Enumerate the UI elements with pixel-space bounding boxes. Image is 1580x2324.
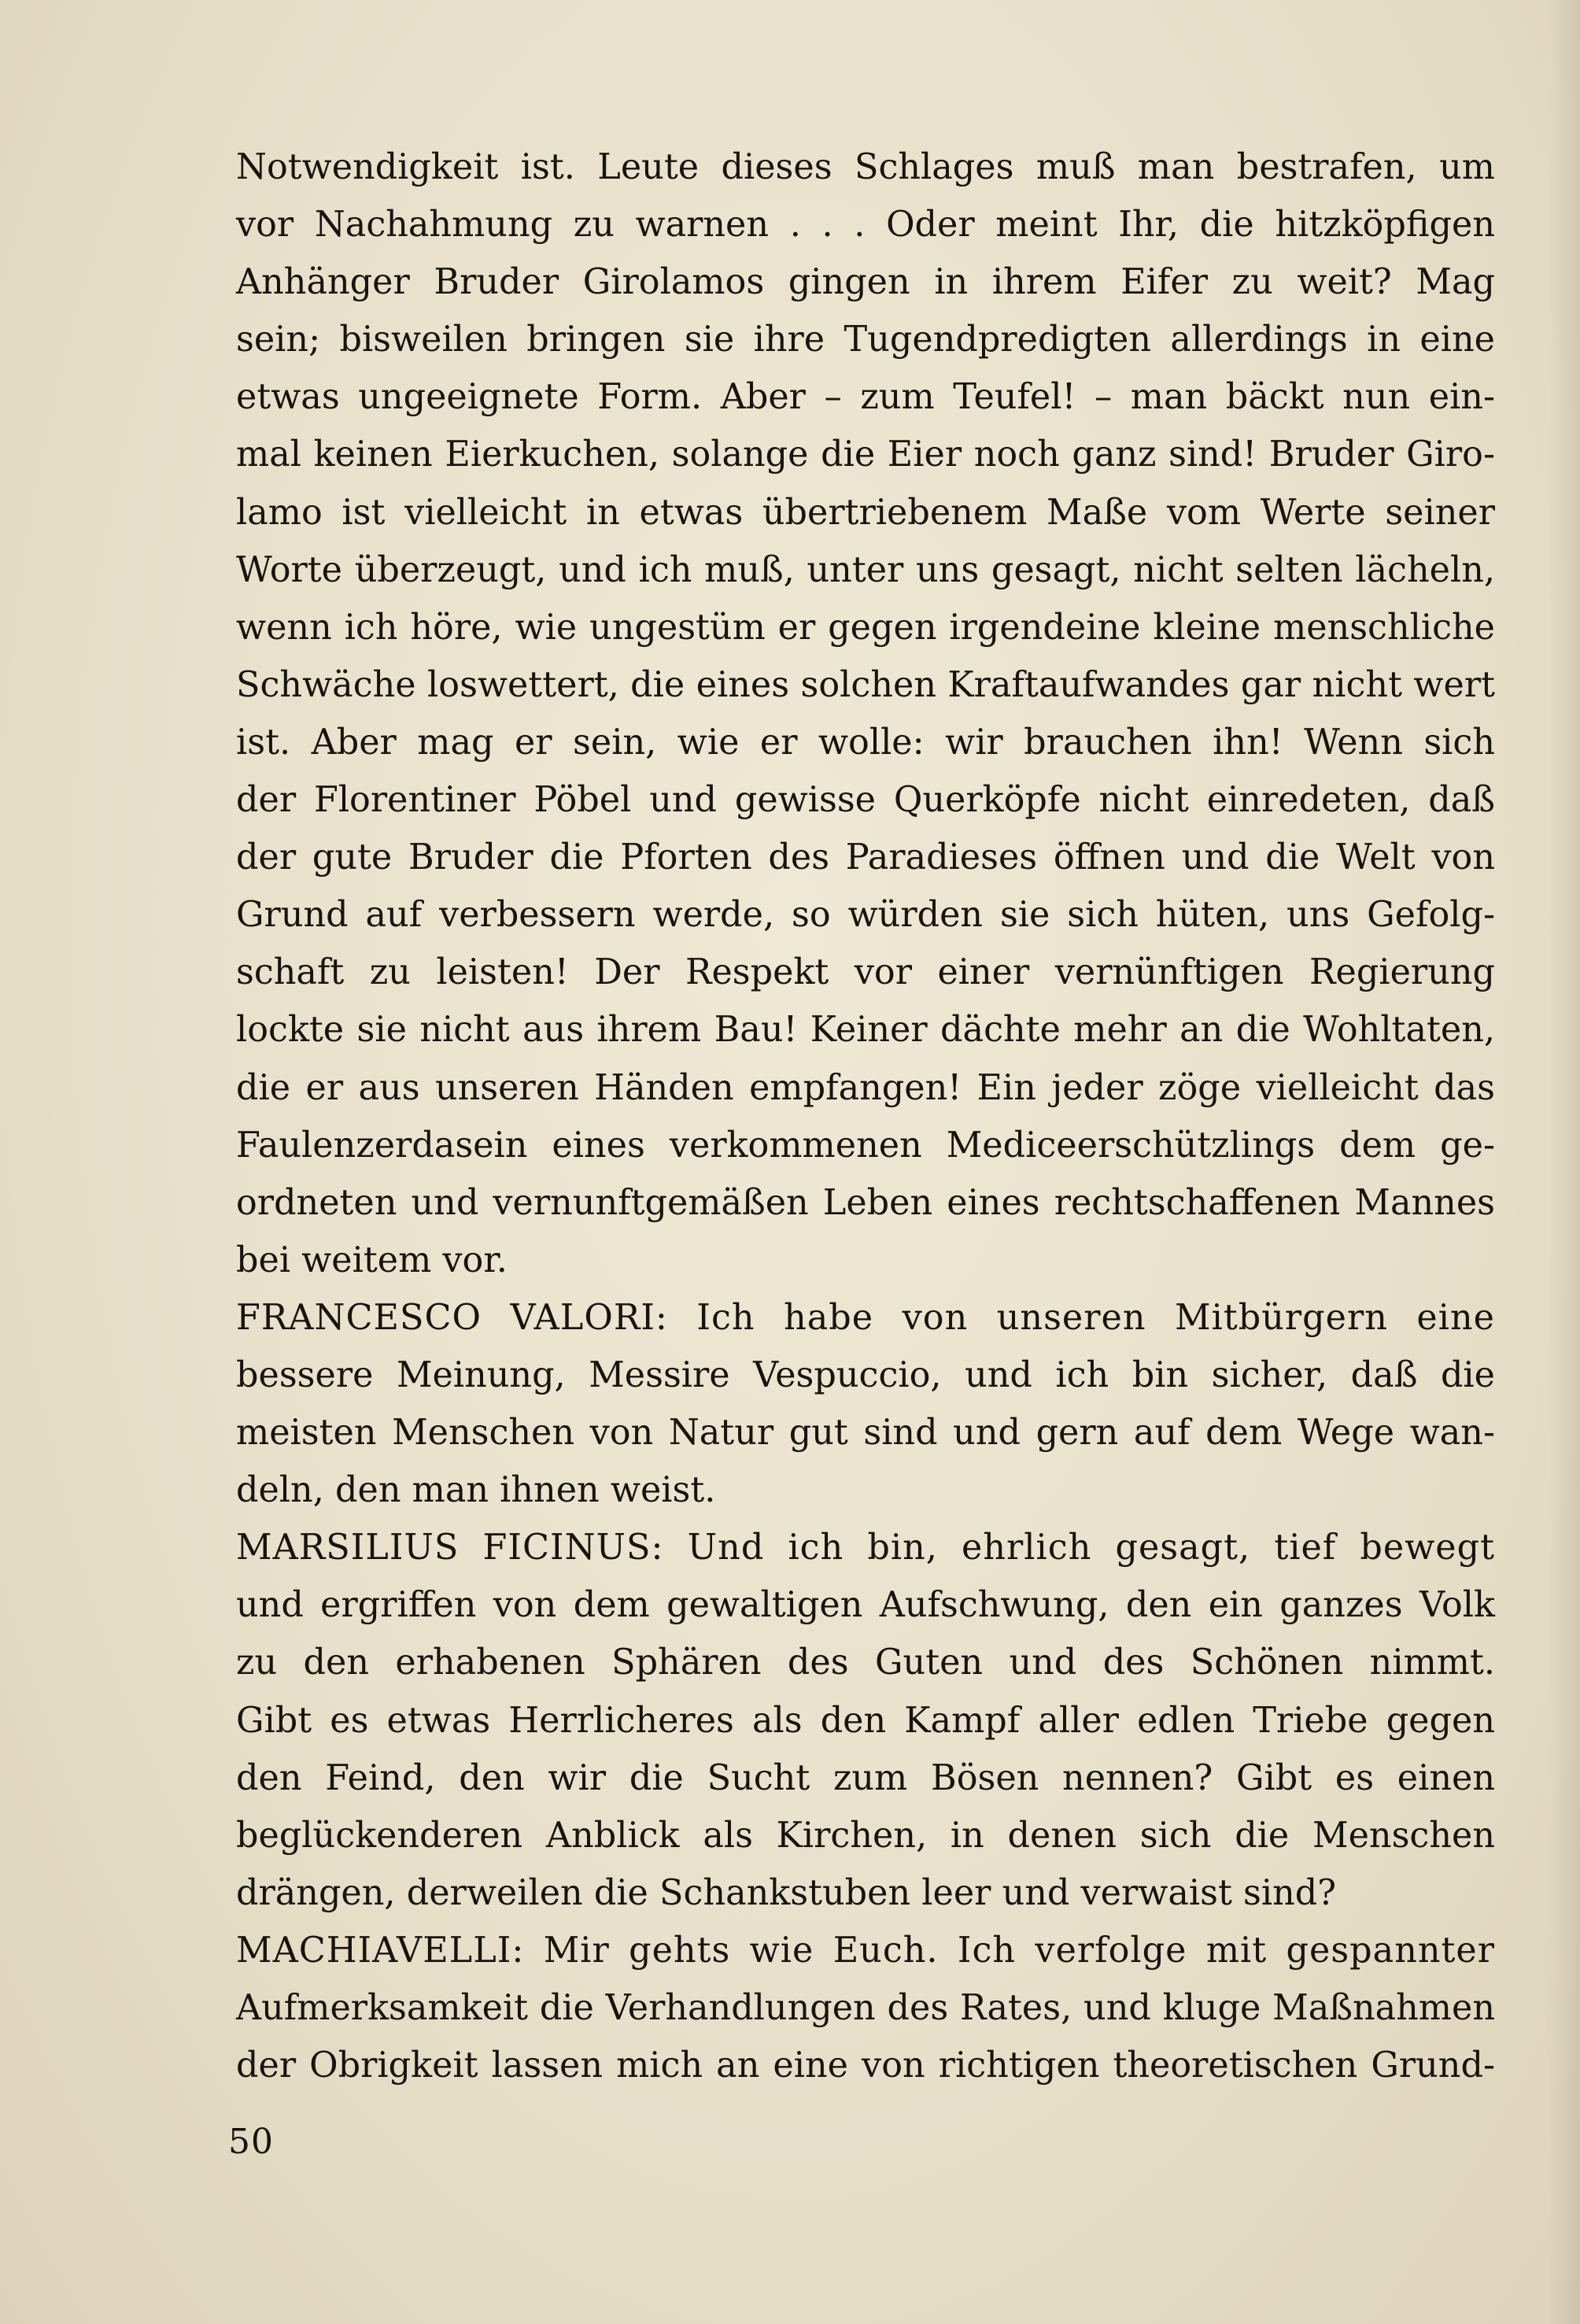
speaker-line-marsilius-ficinus: MARSILIUS FICINUS: Und ich bin, ehrlich gesagt, tief bewegt: [236, 1528, 1495, 1568]
text-line: Worte überzeugt, und ich muß, unter uns gesagt, nicht selten lächeln,: [236, 549, 1495, 590]
text-line: die er aus unseren Händen empfangen! Ein jeder zöge vielleicht das: [236, 1067, 1495, 1108]
text-line: wenn ich höre, wie ungestüm er gegen irgendeine kleine menschliche: [236, 607, 1495, 648]
text-line: Notwendigkeit ist. Leute dieses Schlages muß man bestrafen, um: [236, 147, 1495, 187]
text-line: etwas ungeeignete Form. Aber – zum Teufel! – man bäckt nun ein-: [236, 377, 1495, 418]
text-line: Faulenzerdasein eines verkommenen Mediceerschützlings dem ge-: [236, 1125, 1495, 1166]
text-line: mal keinen Eierkuchen, solange die Eier noch ganz sind! Bruder Giro-: [236, 434, 1495, 475]
text-line: Aufmerksamkeit die Verhandlungen des Rates, und kluge Maßnahmen: [236, 1988, 1495, 2028]
text-line: Gibt es etwas Herrlicheres als den Kampf aller edlen Triebe gegen: [236, 1700, 1495, 1741]
text-line: der Obrigkeit lassen mich an eine von richtigen theoretischen Grund-: [236, 2045, 1495, 2086]
text-line: ist. Aber mag er sein, wie er wolle: wir brauchen ihn! Wenn sich: [236, 722, 1495, 763]
text-line: Grund auf verbessern werde, so würden sie sich hüten, uns Gefolg-: [236, 895, 1495, 936]
text-line: lamo ist vielleicht in etwas übertriebenem Maße vom Werte seiner: [236, 492, 1495, 533]
text-line: schaft zu leisten! Der Respekt vor einer vernünftigen Regierung: [236, 952, 1495, 993]
text-line: vor Nachahmung zu warnen . . . Oder meint Ihr, die hitzköpfigen: [236, 205, 1495, 246]
page-body-text: [236, 139, 1495, 2094]
speaker-line-machiavelli: MACHIAVELLI: Mir gehts wie Euch. Ich verfolge mit gespannter: [236, 1930, 1495, 1971]
text-line: der gute Bruder die Pforten des Paradieses öffnen und die Welt von: [236, 837, 1495, 878]
text-line: der Florentiner Pöbel und gewisse Querköpfe nicht einredeten, daß: [236, 780, 1495, 821]
text-line: Anhänger Bruder Girolamos gingen in ihrem Eifer zu weit? Mag: [236, 262, 1495, 303]
page-number: 50: [228, 2122, 274, 2162]
text-line: beglückenderen Anblick als Kirchen, in denen sich die Menschen: [236, 1815, 1495, 1856]
text-line-paragraph-end: deln, den man ihnen weist.: [236, 1470, 716, 1511]
text-line: und ergriffen von dem gewaltigen Aufschwung, den ein ganzes Volk: [236, 1585, 1495, 1626]
text-line-paragraph-end: drängen, derweilen die Schankstuben leer und verwaist sind?: [236, 1872, 1337, 1913]
text-line: ordneten und vernunftgemäßen Leben eines rechtschaffenen Mannes: [236, 1182, 1495, 1223]
text-line: sein; bisweilen bringen sie ihre Tugendpredigten allerdings in eine: [236, 320, 1495, 360]
text-line: lockte sie nicht aus ihrem Bau! Keiner dächte mehr an die Wohltaten,: [236, 1010, 1495, 1051]
text-line: bessere Meinung, Messire Vespuccio, und ich bin sicher, daß die: [236, 1354, 1495, 1395]
text-line: meisten Menschen von Natur gut sind und gern auf dem Wege wan-: [236, 1413, 1495, 1454]
text-line-paragraph-end: bei weitem vor.: [236, 1240, 508, 1280]
speaker-line-francesco-valori: FRANCESCO VALORI: Ich habe von unseren Mitbürgern eine: [236, 1297, 1495, 1338]
text-line: zu den erhabenen Sphären des Guten und des Schönen nimmt.: [236, 1642, 1495, 1683]
text-line: den Feind, den wir die Sucht zum Bösen nennen? Gibt es einen: [236, 1757, 1495, 1798]
page-edge-shadow: [1549, 0, 1580, 2324]
text-line: Schwäche loswettert, die eines solchen Kraftaufwandes gar nicht wert: [236, 664, 1495, 705]
